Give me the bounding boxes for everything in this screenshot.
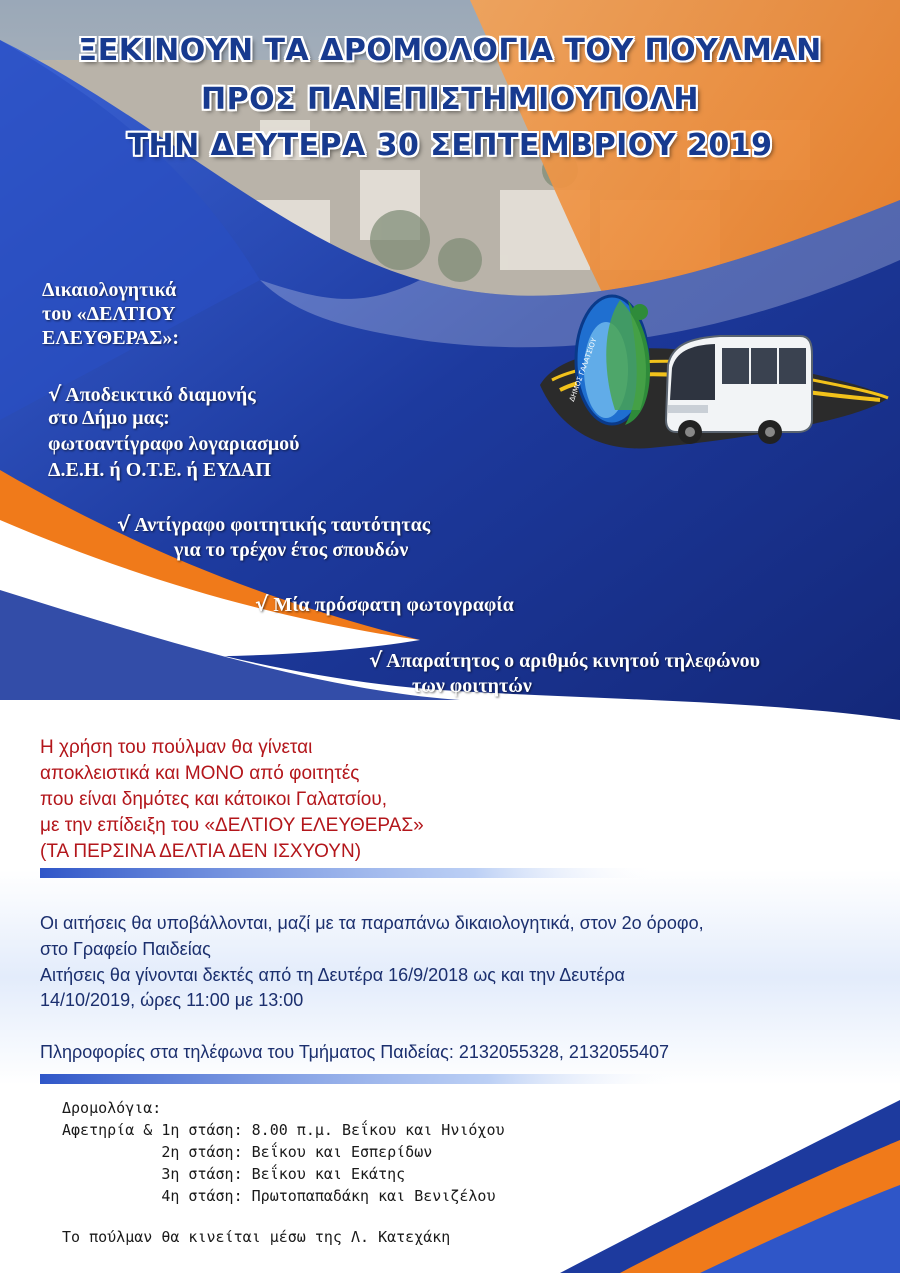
doc-item-1-line-3: φωτοαντίγραφο λογαριασμού	[48, 433, 300, 455]
applications-line-1: Οι αιτήσεις θα υποβάλλονται, μαζί με τα παραπάνω δικαιολογητικά, στον 2ο όροφο,	[40, 913, 704, 933]
doc-item-2-line-2: για το τρέχον έτος σπουδών	[174, 539, 409, 561]
doc-item-3-line-1: Μία πρόσφατη φωτογραφία	[273, 594, 514, 616]
notice-line-5: (ΤΑ ΠΕΡΣΙΝΑ ΔΕΛΤΙΑ ΔΕΝ ΙΣΧΥΟΥΝ)	[40, 841, 362, 862]
route-stop-3: 3η στάση: Βεΐκου και Εκάτης	[62, 1165, 406, 1183]
routes-heading: Δρομολόγια:	[62, 1099, 162, 1117]
notice-line-4: με την επίδειξη του «ΔΕΛΤΙΟΥ ΕΛΕΥΘΕΡΑΣ»	[40, 815, 424, 836]
applications-line-2: στο Γραφείο Παιδείας	[40, 939, 211, 959]
route-stop-4: 4η στάση: Πρωτοπαπαδάκη και Βενιζέλου	[62, 1187, 496, 1205]
route-footer: Το πούλμαν θα κινείται μέσω της Λ. Κατεχάκη	[62, 1228, 451, 1246]
title-line-3: ΤΗΝ ΔΕΥΤΕΡΑ 30 ΣΕΠΤΕΜΒΡΙΟΥ 2019	[127, 128, 773, 163]
logo-lettering: ΔΗΜΟΣ ΓΑΛΑΤΣΙΟΥ	[568, 336, 599, 403]
applications-phones: Πληροφορίες στα τηλέφωνα του Τμήματος Παιδείας: 2132055328, 2132055407	[40, 1042, 670, 1062]
doc-item-4-line-1: Απαραίτητος ο αριθμός κινητού τηλεφώνου	[386, 650, 760, 672]
check-icon: √	[369, 648, 383, 672]
doc-item-1-line-1: Αποδεικτικό διαμονής	[65, 384, 256, 406]
notice-line-1: Η χρήση του πούλμαν θα γίνεται	[40, 737, 313, 758]
bus-graphic	[666, 336, 812, 444]
doc-item-2-line-1: Αντίγραφο φοιτητικής ταυτότητας	[134, 514, 431, 536]
notice-line-3: που είναι δημότες και κάτοικοι Γαλατσίου,	[40, 789, 387, 810]
route-stop-1: Αφετηρία & 1η στάση: 8.00 π.μ. Βεΐκου και Ηνιόχου	[62, 1121, 505, 1139]
applications-line-3: Αιτήσεις θα γίνονται δεκτές από τη Δευτέρα 16/9/2018 ως και την Δευτέρα	[40, 965, 625, 985]
doc-item-1-line-2: στο Δήμο μας:	[48, 407, 170, 429]
check-icon: √	[48, 382, 62, 406]
docs-heading-line-3: ΕΛΕΥΘΕΡΑΣ»:	[42, 327, 180, 349]
docs-heading-line-1: Δικαιολογητικά	[42, 279, 177, 301]
notice-line-2: αποκλειστικά και ΜΟΝΟ από φοιτητές	[40, 763, 360, 784]
doc-item-4-line-2: των φοιτητών	[412, 675, 532, 697]
check-icon: √	[255, 592, 269, 616]
doc-item-1-line-4: Δ.Ε.Η. ή Ο.Τ.Ε. ή ΕΥΔΑΠ	[48, 459, 271, 481]
route-stop-2: 2η στάση: Βεΐκου και Εσπερίδων	[62, 1143, 433, 1161]
applications-line-4: 14/10/2019, ώρες 11:00 με 13:00	[40, 990, 304, 1010]
title-line-1: ΞΕΚΙΝΟΥΝ ΤΑ ΔΡΟΜΟΛΟΓΙΑ ΤΟΥ ΠΟΥΛΜΑΝ	[78, 33, 822, 68]
docs-heading-line-2: του «ΔΕΛΤΙΟΥ	[42, 303, 176, 325]
check-icon: √	[117, 512, 131, 536]
title-line-2: ΠΡΟΣ ΠΑΝΕΠΙΣΤΗΜΙΟΥΠΟΛΗ	[201, 82, 699, 117]
